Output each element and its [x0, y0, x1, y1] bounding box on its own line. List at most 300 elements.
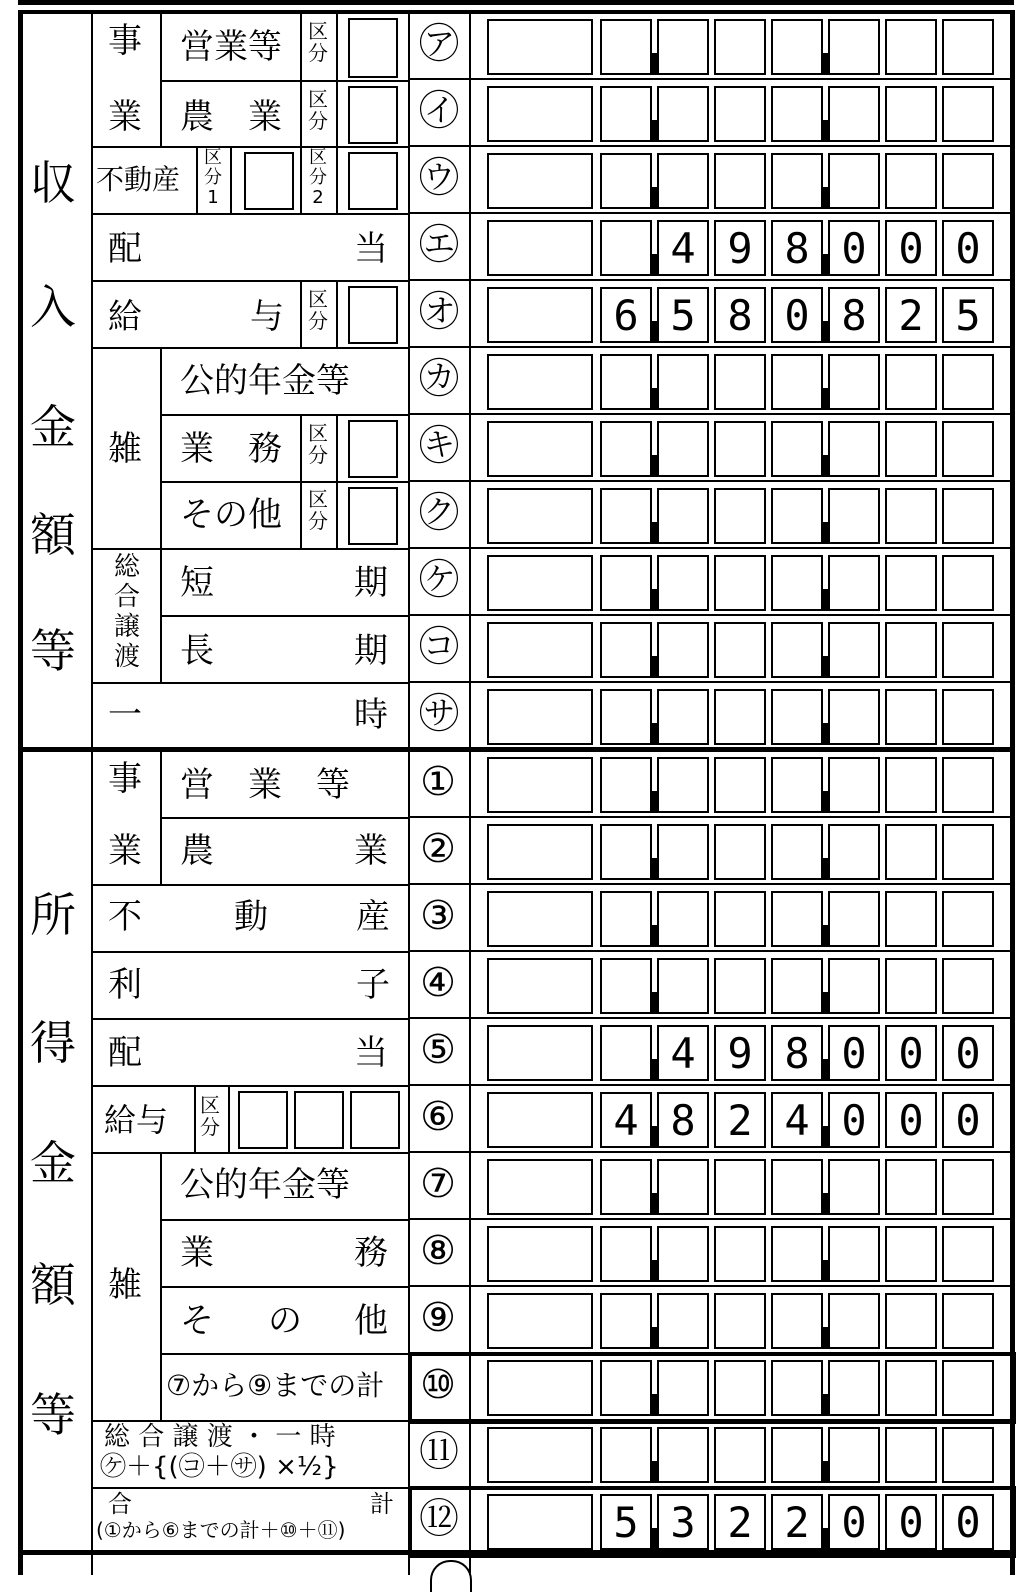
thousands-tick	[652, 187, 658, 209]
kubun2-label: 区 分 2	[309, 147, 327, 208]
amount-digit-cell[interactable]	[657, 1226, 709, 1282]
amount-digit-cell[interactable]	[828, 824, 880, 880]
amount-digit-cell[interactable]	[885, 1293, 937, 1349]
amount-digit-cell[interactable]	[714, 354, 766, 410]
label-tanki: 短	[180, 563, 214, 603]
amount-digit-cell[interactable]	[942, 824, 994, 880]
amount-digit-cell[interactable]	[885, 757, 937, 813]
section-income-char-2: 入	[30, 280, 76, 334]
amount-digit-cell[interactable]	[600, 689, 652, 745]
amount-digit-cell[interactable]: 0	[885, 220, 937, 276]
amount-digit-cell[interactable]	[657, 958, 709, 1014]
amount-digit-cell[interactable]	[657, 891, 709, 947]
amount-digit-cell[interactable]	[771, 824, 823, 880]
amount-digit-cell[interactable]: 5	[942, 287, 994, 343]
amount-digit-cell[interactable]	[828, 421, 880, 477]
amount-digit-cell[interactable]	[828, 555, 880, 611]
kubun2-box-fudosan[interactable]	[348, 152, 398, 210]
label-sogo: 総 合 譲 渡	[113, 552, 140, 672]
amount-cell-leading[interactable]	[487, 622, 593, 678]
amount-digit-cell[interactable]	[828, 622, 880, 678]
amount-digit-cell[interactable]	[657, 1159, 709, 1215]
frame-top	[18, 10, 1015, 14]
amount-digit-cell[interactable]: 4	[657, 1025, 709, 1081]
amount-digit-cell[interactable]	[885, 86, 937, 142]
amount-digit-cell[interactable]	[942, 1226, 994, 1282]
amount-digit-cell[interactable]	[885, 824, 937, 880]
kubun1-label: 区 分 1	[204, 147, 222, 208]
kubun-sep	[300, 14, 302, 80]
amount-cell-leading[interactable]	[487, 555, 593, 611]
amount-cell-leading[interactable]	[487, 287, 593, 343]
amount-cell-leading[interactable]	[487, 1427, 593, 1483]
sep	[91, 146, 410, 148]
amount-digit-cell[interactable]: 0	[942, 1092, 994, 1148]
label-koteki: 公的年金等	[180, 361, 350, 401]
e-label-goukei-1: 合	[108, 1490, 132, 1518]
amount-digit-cell[interactable]	[771, 153, 823, 209]
amount-digit-cell[interactable]	[828, 1360, 880, 1416]
amount-digit-cell[interactable]: 9	[714, 220, 766, 276]
kubun-sep	[336, 14, 338, 80]
thousands-tick	[652, 522, 658, 544]
amount-digit-cell[interactable]	[600, 891, 652, 947]
e-label-eigyo: 営 業 等	[180, 765, 350, 805]
amount-digit-cell[interactable]	[885, 354, 937, 410]
amount-digit-cell[interactable]	[657, 354, 709, 410]
amount-digit-cell[interactable]	[771, 891, 823, 947]
amount-digit-cell[interactable]	[714, 622, 766, 678]
next-row-circle	[430, 1560, 472, 1592]
section-income-char-3: 金	[30, 400, 76, 454]
amount-digit-cell[interactable]	[828, 19, 880, 75]
amount-digit-cell[interactable]	[942, 1360, 994, 1416]
amount-digit-cell[interactable]	[600, 153, 652, 209]
amount-cell-leading[interactable]	[487, 1293, 593, 1349]
amount-digit-cell[interactable]	[885, 421, 937, 477]
amount-row-separator	[408, 1017, 1012, 1019]
sep	[91, 951, 410, 953]
thousands-tick	[652, 388, 658, 410]
amount-digit-cell[interactable]	[942, 958, 994, 1014]
kubun-label: 区 分	[200, 1093, 220, 1139]
amount-digit-cell[interactable]: 0	[885, 1494, 937, 1550]
kubun-box-gyomu[interactable]	[348, 420, 398, 478]
amount-digit-cell[interactable]	[600, 1226, 652, 1282]
thousands-tick	[652, 925, 658, 947]
amount-row-separator	[408, 681, 1012, 683]
amount-digit-cell[interactable]	[885, 1159, 937, 1215]
amount-digit-cell[interactable]	[714, 1226, 766, 1282]
row-key-8: ⑧	[420, 1228, 456, 1274]
e-label-sogo-line1: 総 合 譲 渡 ・ 一 時	[104, 1422, 336, 1452]
thousands-tick	[652, 589, 658, 611]
amount-cell-leading[interactable]	[487, 421, 593, 477]
amount-digit-cell[interactable]: 8	[771, 220, 823, 276]
amount-digit-cell[interactable]	[885, 891, 937, 947]
row-key-ク: ㋗	[419, 490, 459, 536]
amount-digit-cell[interactable]	[714, 488, 766, 544]
amount-digit-cell[interactable]	[828, 488, 880, 544]
row-key-2: ②	[420, 826, 456, 872]
thousands-tick	[652, 455, 658, 477]
amount-digit-cell[interactable]	[828, 1226, 880, 1282]
thousands-tick	[652, 656, 658, 678]
amount-digit-cell[interactable]	[942, 555, 994, 611]
amount-digit-cell[interactable]: 6	[600, 287, 652, 343]
amount-digit-cell[interactable]	[714, 1427, 766, 1483]
sep	[160, 1286, 410, 1288]
amount-digit-cell[interactable]: 0	[885, 1025, 937, 1081]
amount-digit-cell[interactable]: 4	[657, 220, 709, 276]
sep	[160, 414, 410, 416]
kubun-sep	[228, 1086, 230, 1152]
amount-digit-cell[interactable]: 0	[942, 220, 994, 276]
amount-digit-cell[interactable]	[942, 757, 994, 813]
amount-cell-leading[interactable]	[487, 354, 593, 410]
amount-digit-cell[interactable]: 0	[942, 1025, 994, 1081]
thousands-tick	[823, 1461, 829, 1483]
kubun-label: 区 分	[308, 87, 328, 133]
e-label-sonota-2: の	[268, 1301, 302, 1341]
e-label-fudo-1: 不	[108, 897, 142, 937]
thousands-tick	[823, 1126, 829, 1148]
amount-digit-cell[interactable]	[771, 555, 823, 611]
subcol	[160, 1152, 162, 1421]
amount-digit-cell[interactable]: 0	[885, 1092, 937, 1148]
kubun-sep	[300, 415, 302, 549]
amount-cell-leading[interactable]	[487, 1025, 593, 1081]
thousands-tick	[652, 992, 658, 1014]
amount-digit-cell[interactable]	[600, 1360, 652, 1416]
amount-row-separator	[408, 212, 1012, 214]
amount-digit-cell[interactable]	[828, 958, 880, 1014]
amount-digit-cell[interactable]	[771, 689, 823, 745]
amount-digit-cell[interactable]	[657, 1360, 709, 1416]
amount-digit-cell[interactable]: 8	[771, 1025, 823, 1081]
amount-digit-cell[interactable]	[942, 1159, 994, 1215]
amount-digit-cell[interactable]: 8	[828, 287, 880, 343]
amount-digit-cell[interactable]: 4	[600, 1092, 652, 1148]
kubun-box-kyuyo-3[interactable]	[350, 1091, 400, 1149]
amount-digit-cell[interactable]	[828, 86, 880, 142]
e-label-sonota-3: 他	[354, 1301, 388, 1341]
amount-digit-cell[interactable]	[657, 555, 709, 611]
kubun1-box-fudosan[interactable]	[244, 152, 294, 210]
amount-digit-cell[interactable]	[885, 153, 937, 209]
amount-digit-cell[interactable]	[771, 1427, 823, 1483]
kubun-label: 区 分	[308, 19, 328, 65]
row-key-オ: ㋔	[419, 289, 459, 335]
amount-cell-leading[interactable]	[487, 757, 593, 813]
amount-digit-cell[interactable]: 8	[714, 287, 766, 343]
amount-row-separator	[408, 279, 1012, 281]
e-label-goukei-2: 計	[370, 1490, 394, 1518]
amount-digit-cell[interactable]	[657, 421, 709, 477]
sep	[160, 615, 410, 617]
thousands-tick	[823, 388, 829, 410]
amount-digit-cell[interactable]	[885, 555, 937, 611]
amount-cell-leading[interactable]	[487, 86, 593, 142]
amount-digit-cell[interactable]	[657, 19, 709, 75]
amount-digit-cell[interactable]	[657, 622, 709, 678]
amount-cell-leading[interactable]	[487, 1092, 593, 1148]
row-key-サ: ㋚	[419, 691, 459, 737]
amount-digit-cell[interactable]	[714, 86, 766, 142]
amount-cell-leading[interactable]	[487, 1360, 593, 1416]
amount-digit-cell[interactable]	[885, 1427, 937, 1483]
amount-cell-leading[interactable]	[487, 689, 593, 745]
amount-digit-cell[interactable]	[828, 1427, 880, 1483]
thousands-tick	[823, 321, 829, 343]
row-key-カ: ㋕	[419, 356, 459, 402]
amount-digit-cell[interactable]	[942, 1427, 994, 1483]
amount-digit-cell[interactable]	[714, 555, 766, 611]
amount-digit-cell[interactable]	[600, 488, 652, 544]
amount-row-separator	[408, 1084, 1012, 1086]
amount-digit-cell[interactable]	[942, 153, 994, 209]
amount-digit-cell[interactable]: 2	[714, 1092, 766, 1148]
e-label-rishi-2: 子	[356, 965, 390, 1005]
amount-row-separator	[408, 883, 1012, 885]
amount-row-separator	[408, 950, 1012, 952]
amount-digit-cell[interactable]	[714, 421, 766, 477]
amount-cell-leading[interactable]	[487, 220, 593, 276]
amount-digit-cell[interactable]	[828, 757, 880, 813]
amount-digit-cell[interactable]	[942, 86, 994, 142]
kubun-box-kyuyo[interactable]	[348, 286, 398, 344]
amount-digit-cell[interactable]	[828, 689, 880, 745]
amount-row-separator	[408, 1151, 1012, 1153]
amount-digit-cell[interactable]	[714, 689, 766, 745]
amount-digit-cell[interactable]	[600, 1427, 652, 1483]
thousands-tick	[823, 53, 829, 75]
amount-digit-cell[interactable]	[885, 689, 937, 745]
kubun-box-kyuyo-1[interactable]	[238, 1091, 288, 1149]
amount-digit-cell[interactable]	[714, 958, 766, 1014]
amount-digit-cell[interactable]	[714, 824, 766, 880]
amount-row-separator	[408, 1352, 1012, 1354]
amount-digit-cell[interactable]	[942, 488, 994, 544]
thousands-tick	[823, 858, 829, 880]
right-border	[1010, 10, 1015, 1575]
row-key-ケ: ㋘	[419, 557, 459, 603]
subcol	[160, 347, 162, 683]
amount-digit-cell[interactable]: 0	[828, 1025, 880, 1081]
amount-digit-cell[interactable]	[942, 421, 994, 477]
amount-digit-cell[interactable]	[657, 153, 709, 209]
row-key-11: ⑪	[419, 1429, 459, 1475]
amount-digit-cell[interactable]	[657, 488, 709, 544]
label-tanki-2: 期	[354, 563, 388, 603]
amount-digit-cell[interactable]	[714, 19, 766, 75]
amount-digit-cell[interactable]: 0	[828, 220, 880, 276]
section-income-char-1: 収	[30, 156, 76, 210]
amount-cell-leading[interactable]	[487, 19, 593, 75]
amount-digit-cell[interactable]	[828, 1159, 880, 1215]
thousands-tick	[823, 1327, 829, 1349]
amount-digit-cell[interactable]	[714, 1360, 766, 1416]
thousands-tick	[652, 791, 658, 813]
sep	[160, 1353, 410, 1355]
amount-digit-cell[interactable]	[600, 1293, 652, 1349]
amount-digit-cell[interactable]	[657, 689, 709, 745]
e-label-nogyo-2: 業	[354, 831, 388, 871]
amount-digit-cell[interactable]	[771, 421, 823, 477]
section-income-char-5: 等	[30, 624, 76, 678]
label-choki-2: 期	[354, 631, 388, 671]
thousands-tick	[823, 455, 829, 477]
amount-digit-cell[interactable]	[828, 891, 880, 947]
e-label-fudo-2: 動	[234, 897, 268, 937]
thousands-tick	[823, 1528, 829, 1550]
amount-digit-cell[interactable]	[771, 1360, 823, 1416]
amount-row-separator	[408, 1553, 1012, 1555]
amount-digit-cell[interactable]	[600, 220, 652, 276]
amount-digit-cell[interactable]	[942, 354, 994, 410]
amount-digit-cell[interactable]	[885, 622, 937, 678]
amount-digit-cell[interactable]	[600, 86, 652, 142]
amount-digit-cell[interactable]: 2	[885, 287, 937, 343]
amount-cell-leading[interactable]	[487, 488, 593, 544]
amount-digit-cell[interactable]: 5	[600, 1494, 652, 1550]
amount-cell-leading[interactable]	[487, 1494, 593, 1550]
amount-digit-cell[interactable]	[885, 19, 937, 75]
amount-digit-cell[interactable]	[828, 153, 880, 209]
thousands-tick	[823, 656, 829, 678]
amount-digit-cell[interactable]	[885, 958, 937, 1014]
thousands-tick	[823, 1394, 829, 1416]
amount-digit-cell[interactable]	[714, 891, 766, 947]
kubun-box-nogyo[interactable]	[348, 86, 398, 144]
kubun-label: 区 分	[308, 487, 328, 533]
kubun-box-sonota[interactable]	[348, 487, 398, 545]
amount-digit-cell[interactable]	[885, 488, 937, 544]
amount-digit-cell[interactable]	[771, 1293, 823, 1349]
amount-digit-cell[interactable]	[657, 824, 709, 880]
amount-digit-cell[interactable]	[600, 555, 652, 611]
amount-digit-cell[interactable]: 0	[828, 1494, 880, 1550]
amount-digit-cell[interactable]	[657, 1427, 709, 1483]
amount-digit-cell[interactable]	[771, 19, 823, 75]
kubun-label: 区 分	[308, 287, 328, 333]
kubun-sep	[230, 147, 232, 213]
amount-cell-leading[interactable]	[487, 1226, 593, 1282]
col-line-c	[469, 10, 471, 1575]
amount-digit-cell[interactable]	[885, 1226, 937, 1282]
thousands-tick	[652, 1394, 658, 1416]
e-label-sonota-1: そ	[180, 1301, 214, 1341]
amount-digit-cell[interactable]	[771, 488, 823, 544]
amount-cell-leading[interactable]	[487, 958, 593, 1014]
kubun-sep	[336, 281, 338, 347]
amount-digit-cell[interactable]	[885, 1360, 937, 1416]
amount-digit-cell[interactable]	[942, 622, 994, 678]
thousands-tick	[823, 1059, 829, 1081]
amount-digit-cell[interactable]	[714, 757, 766, 813]
section-earnings-char-5: 等	[30, 1388, 76, 1442]
amount-digit-cell[interactable]	[714, 153, 766, 209]
e-label-haito-2: 当	[354, 1033, 388, 1073]
amount-digit-cell[interactable]: 3	[657, 1494, 709, 1550]
amount-digit-cell[interactable]	[600, 622, 652, 678]
amount-cell-leading[interactable]	[487, 153, 593, 209]
amount-digit-cell[interactable]	[600, 958, 652, 1014]
amount-digit-cell[interactable]	[942, 689, 994, 745]
e-label-gyomu-1: 業	[180, 1233, 214, 1273]
amount-digit-cell[interactable]: 0	[828, 1092, 880, 1148]
e-label-jigyo-bottom: 業	[108, 831, 142, 871]
amount-digit-cell[interactable]	[600, 1159, 652, 1215]
kubun-box-kyuyo-2[interactable]	[294, 1091, 344, 1149]
amount-cell-leading[interactable]	[487, 891, 593, 947]
row-key-7: ⑦	[420, 1161, 456, 1207]
amount-digit-cell[interactable]	[714, 1159, 766, 1215]
amount-digit-cell[interactable]: 4	[771, 1092, 823, 1148]
amount-digit-cell[interactable]: 2	[714, 1494, 766, 1550]
amount-digit-cell[interactable]	[600, 757, 652, 813]
amount-digit-cell[interactable]	[771, 622, 823, 678]
amount-row-separator	[408, 1419, 1012, 1421]
amount-digit-cell[interactable]: 0	[942, 1494, 994, 1550]
amount-digit-cell[interactable]	[600, 1025, 652, 1081]
section-earnings-char-2: 得	[30, 1016, 76, 1070]
amount-digit-cell[interactable]	[771, 757, 823, 813]
amount-row-separator	[408, 413, 1012, 415]
amount-digit-cell[interactable]	[828, 1293, 880, 1349]
e-label-koteki: 公的年金等	[180, 1165, 350, 1205]
label-ichiji-2: 時	[354, 695, 388, 735]
amount-digit-cell[interactable]	[657, 757, 709, 813]
amount-digit-cell[interactable]	[771, 1159, 823, 1215]
amount-cell-leading[interactable]	[487, 1159, 593, 1215]
amount-digit-cell[interactable]	[771, 958, 823, 1014]
sep	[160, 1219, 410, 1221]
amount-cell-leading[interactable]	[487, 824, 593, 880]
amount-digit-cell[interactable]: 2	[771, 1494, 823, 1550]
amount-digit-cell[interactable]	[771, 86, 823, 142]
amount-digit-cell[interactable]	[600, 421, 652, 477]
section-income-char-4: 額	[30, 508, 76, 562]
amount-digit-cell[interactable]	[942, 1293, 994, 1349]
amount-digit-cell[interactable]	[714, 1293, 766, 1349]
amount-row-separator	[408, 346, 1012, 348]
amount-digit-cell[interactable]: 9	[714, 1025, 766, 1081]
amount-digit-cell[interactable]	[600, 824, 652, 880]
row-key-1: ①	[420, 759, 456, 805]
thousands-tick	[823, 1260, 829, 1282]
amount-digit-cell[interactable]	[600, 19, 652, 75]
sep	[91, 548, 410, 550]
amount-digit-cell[interactable]	[771, 1226, 823, 1282]
amount-digit-cell[interactable]: 5	[657, 287, 709, 343]
kubun-box-eigyo[interactable]	[348, 18, 398, 78]
amount-digit-cell[interactable]	[942, 19, 994, 75]
e-label-fudo-3: 産	[356, 897, 390, 937]
amount-row-separator	[408, 145, 1012, 147]
amount-digit-cell[interactable]	[828, 354, 880, 410]
label-fudosan: 不動産	[96, 163, 181, 196]
amount-digit-cell[interactable]	[942, 891, 994, 947]
amount-digit-cell[interactable]	[657, 86, 709, 142]
amount-digit-cell[interactable]	[771, 354, 823, 410]
amount-digit-cell[interactable]	[657, 1293, 709, 1349]
row-key-6: ⑥	[420, 1094, 456, 1140]
amount-digit-cell[interactable]	[600, 354, 652, 410]
amount-digit-cell[interactable]: 0	[771, 287, 823, 343]
row-key-コ: ㋙	[419, 624, 459, 670]
amount-digit-cell[interactable]: 8	[657, 1092, 709, 1148]
